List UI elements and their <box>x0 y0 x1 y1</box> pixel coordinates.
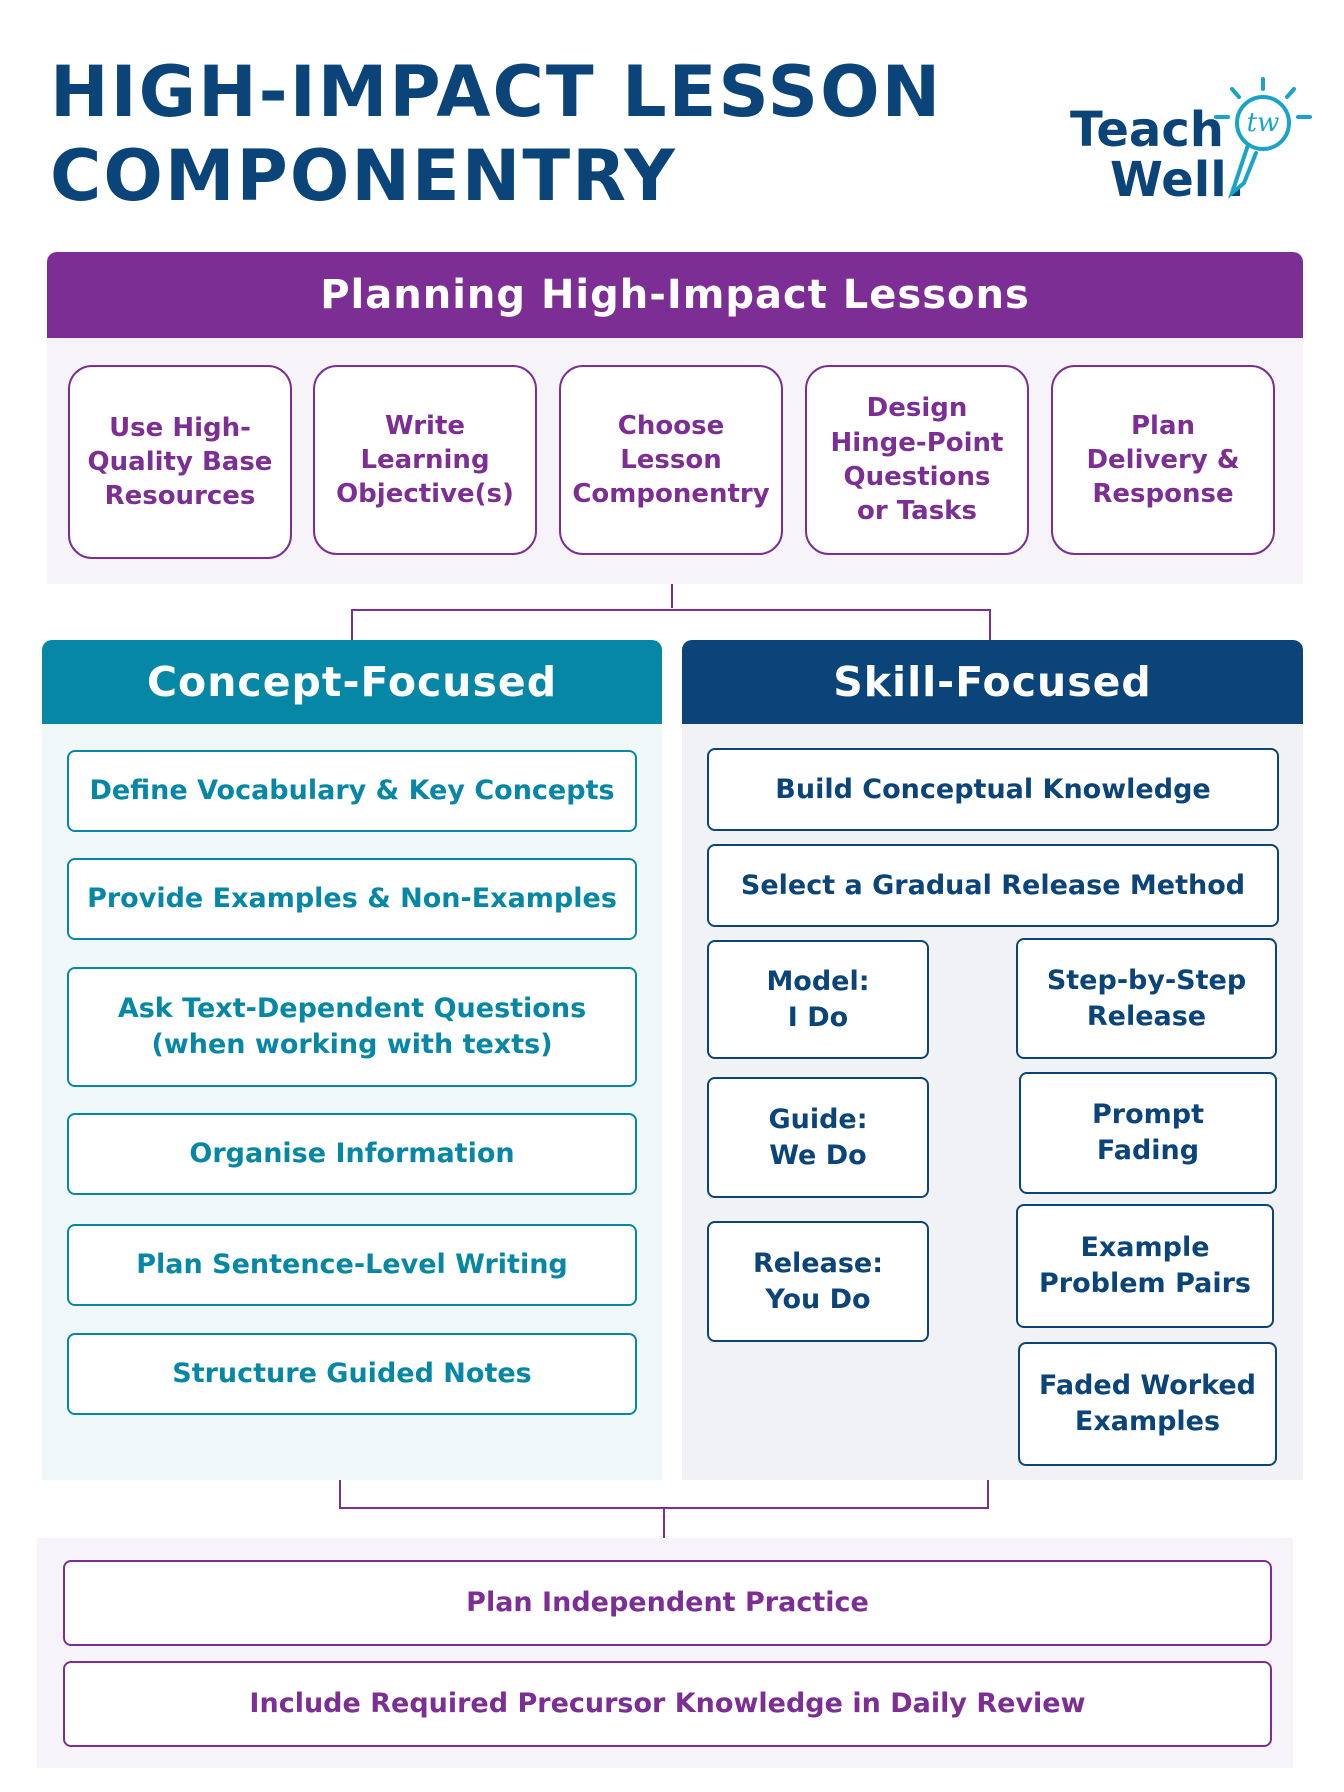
logo-text-well: Well. <box>1110 152 1245 208</box>
phase-release-you-do: Release: You Do <box>707 1221 929 1342</box>
planning-step-objectives: Write Learning Objective(s) <box>313 365 537 555</box>
planning-step-componentry: Choose Lesson Componentry <box>559 365 783 555</box>
logo-text-teach: Teach <box>1070 102 1224 158</box>
planning-header: Planning High-Impact Lessons <box>47 252 1303 338</box>
planning-step-hinge-questions: Design Hinge-Point Questions or Tasks <box>805 365 1029 555</box>
concept-item-text-questions: Ask Text-Dependent Questions (when working with texts) <box>67 967 637 1087</box>
phase-guide-we-do: Guide: We Do <box>707 1077 929 1198</box>
concept-item-vocabulary: Define Vocabulary & Key Concepts <box>67 750 637 832</box>
skill-header: Skill-Focused <box>682 640 1303 724</box>
phase-model-i-do: Model: I Do <box>707 940 929 1059</box>
skill-build-knowledge: Build Conceptual Knowledge <box>707 748 1279 831</box>
page-title: HIGH-IMPACT LESSON COMPONENTRY <box>50 51 943 217</box>
skill-select-method: Select a Gradual Release Method <box>707 844 1279 927</box>
method-faded-worked-examples: Faded Worked Examples <box>1018 1342 1277 1466</box>
concept-item-examples: Provide Examples & Non-Examples <box>67 858 637 940</box>
final-item-independent-practice: Plan Independent Practice <box>63 1560 1272 1646</box>
logo-monogram: tw <box>1246 108 1280 138</box>
method-prompt-fading: Prompt Fading <box>1019 1072 1277 1194</box>
concept-item-organise: Organise Information <box>67 1113 637 1195</box>
planning-step-delivery: Plan Delivery & Response <box>1051 365 1275 555</box>
concept-item-sentence-writing: Plan Sentence-Level Writing <box>67 1224 637 1306</box>
method-example-problem-pairs: Example Problem Pairs <box>1016 1204 1274 1328</box>
final-item-daily-review: Include Required Precursor Knowledge in Daily Review <box>63 1661 1272 1747</box>
concept-item-guided-notes: Structure Guided Notes <box>67 1333 637 1415</box>
planning-step-resources: Use High- Quality Base Resources <box>68 365 292 559</box>
concept-header: Concept-Focused <box>42 640 662 724</box>
method-step-by-step: Step-by-Step Release <box>1016 938 1277 1059</box>
